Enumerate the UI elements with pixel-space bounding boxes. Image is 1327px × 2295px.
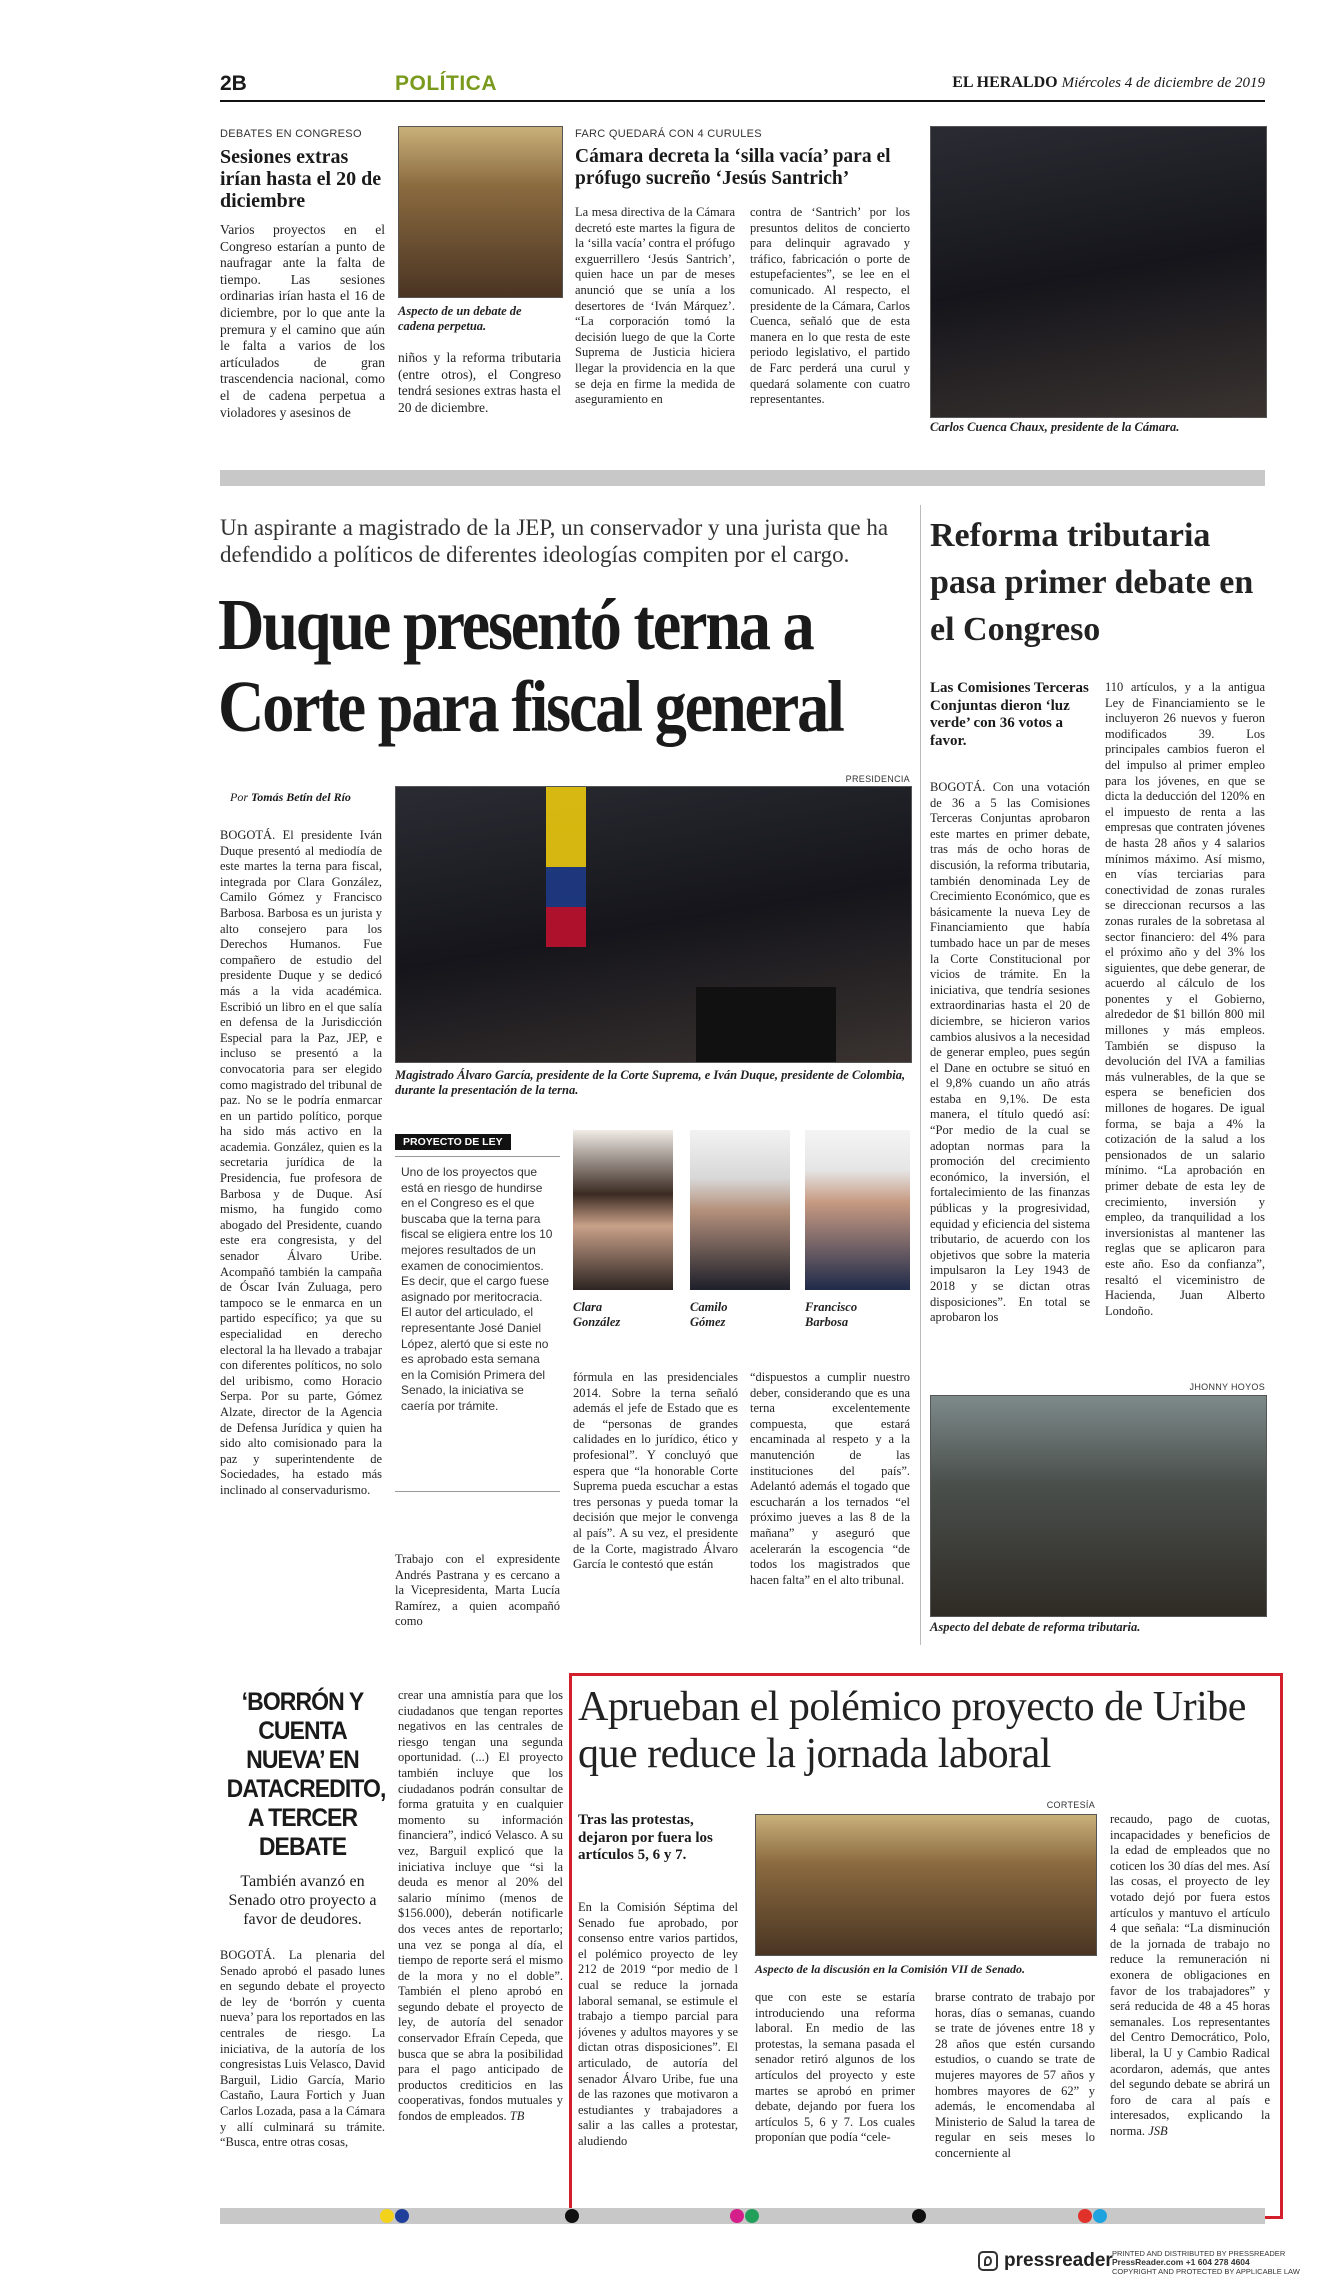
story1-headline[interactable]: Sesiones extras irían hasta el 20 de diciembre	[220, 146, 382, 212]
story3-headline[interactable]	[218, 584, 843, 748]
masthead	[900, 74, 1265, 92]
portrait-caption-camilo	[690, 1300, 780, 1330]
reg-dot-magenta	[730, 2209, 744, 2223]
story5-deck: También avanzó en Senado otro proyecto a favor de deudores.	[228, 1873, 377, 1928]
story5-col2	[398, 1688, 563, 2203]
story3-col4: “dispuestos a cumplir nuestro deber, considerando que es una terna excelentemente compuesta, que estará encaminada al respeto y a la manutención de las instituciones del país”. Adelantó además el togado que escucharán a los ternados “el próximo jueves a las 8 de la mañana” y aseguró que acelerarán la escogencia “de todos los magistrados que hacen falta” en el alto tribunal.	[750, 1370, 910, 1587]
clara-name1: Clara	[573, 1300, 603, 1314]
clara-name2: González	[573, 1315, 621, 1329]
story3-col3: fórmula en las presidenciales 2014. Sobre la terna señaló además el jefe de Estado que es de “personas de grandes calidades en lo jurídico, ético y profesional”. Y concluyó que espera que “la honorable Corte Suprema pueda escuchar a estas tres personas y pueda tomar la decisión que mejor le convenga al país”. A su vez, el presidente de la Corte, magistrado Álvaro García le contestó que están	[573, 1370, 738, 1572]
story2-col1: La mesa directiva de la Cámara decretó este martes la figura de la ‘silla vacía’ contra el prófugo exguerrillero ‘Jesús Santrich’, quien hace un par de meses anunció que se unía a los desertores de ‘Iván Márquez’. “La corporación tomó la decisión luego de que la Corte Suprema de Justicia hiciera llegar la providencia en la que se deja en firme la medida de aseguramiento en	[575, 205, 735, 407]
francisco-name2: Barbosa	[805, 1315, 849, 1329]
story4-deck: Las Comisiones Terceras Conjuntas dieron ‘luz verde’ con 36 votos a favor.	[930, 680, 1089, 749]
story6-deck: Tras las protestas, dejaron por fuera los artículos 5, 6 y 7.	[578, 1812, 713, 1863]
pressreader-brand: pressreader	[1004, 2250, 1113, 2271]
portrait-caption-clara	[573, 1300, 663, 1330]
story3-deck: Un aspirante a magistrado de la JEP, un conservador y una jurista que ha defendido a políticos de diferentes ideologías compiten por el cargo.	[220, 515, 889, 567]
flag	[546, 787, 586, 947]
story6-col2: que con este se estaría introduciendo una reforma laboral. En medio de las protestas, la semana pasada el senador retiró algunos de los artículos del proyecto y este martes se aprobó en primer debate, dejando por fuera los artículos 5, 6 y 7. Los cuales proponían que podía “cele-	[755, 1990, 915, 2145]
reg-dot-blue	[395, 2209, 409, 2223]
proyecto-box	[395, 1130, 560, 1640]
story2-photo-caption: Carlos Cuenca Chaux, presidente de la Cámara.	[930, 420, 1180, 434]
portrait-francisco	[805, 1130, 910, 1290]
story3-photo-caption: Magistrado Álvaro García, presidente de la Corte Suprema, e Iván Duque, presidente de Colombia, durante la presentación de la terna.	[395, 1068, 906, 1097]
story4-col1: BOGOTÁ. Con una votación de 36 a 5 las Comisiones Terceras Conjuntas aprobaron este martes en primer debate, tras más de ocho horas de discusión, la reforma tributaria, también denominada Ley de Crecimiento Económico, que es básicamente la nueva Ley de Financiamiento que había tumbado hace un par de meses la Corte Constitucional por vicios de trámite. En la iniciativa, que tendría sesiones extraordinarias hasta el 20 de diciembre, se hicieron varios cambios alusivos a la necesidad de generar empleo, pues según el Dane en octubre se situó en el 9,8% cuando un año atrás estaba en 9,1%. De esta manera, el título quedó así: “Por medio de la cual se adoptan normas para la promoción del crecimiento económico, la inversión, el fortalecimiento de las finanzas públicas y la progresividad, equidad y eficiencia del sistema tributario, de acuerdo con los objetivos que sobre la materia impulsaron la Ley 1943 de 2018 y se dictan otras disposiciones”. En total se aprobaron los	[930, 780, 1090, 1325]
portrait-clara	[573, 1130, 673, 1290]
newspaper-name: EL HERALDO	[952, 74, 1058, 91]
francisco-name1: Francisco	[805, 1300, 858, 1314]
story4-photo-credit: JHONNY HOYOS	[1189, 1382, 1265, 1392]
section-label[interactable]: POLÍTICA	[395, 72, 497, 95]
story1-photo-caption: Aspecto de un debate de cadena perpetua.	[398, 304, 522, 333]
section-divider-1	[220, 470, 1265, 486]
portrait-camilo	[690, 1130, 790, 1290]
story6-photo-credit: CORTESÍA	[1046, 1800, 1095, 1810]
story5-col2-text: crear una amnistía para que los ciudadanos que tengan reportes negativos en las centrales de riesgo tengan una segunda oportunidad. (...) El proyecto también incluye que los ciudadanos podrán consultar de forma gratuita y en cualquier momento su información financiera”, indicó Velasco. A su vez, Barguil explicó que la iniciativa incluye que “si la deuda es menor al 20% del salario mínimo (menos de $156.000), deberán notificarle dos veces antes de reportarlo; una vez se ponga al día, el tiempo de reporte será el mismo de la mora y no el doble”. También el pleno aprobó en segundo debate el proyecto de ley, de autoría del senador conservador Efraín Cepeda, que busca que se abra la posibilidad para el pago anticipado de productos crediticios en las cooperativas, fondos mutuales y fondos de empleados.	[398, 1688, 563, 2124]
byline-prefix: Por	[230, 790, 248, 804]
camilo-name1: Camilo	[690, 1300, 728, 1314]
story6-signature: JSB	[1148, 2123, 1168, 2138]
story6-photo-caption: Aspecto de la discusión en la Comisión VII de Senado.	[755, 1962, 1026, 1976]
story1-body-cont: niños y la reforma tributaria (entre otros), el Congreso tendrá sesiones extras hasta el 20 de diciembre.	[398, 350, 561, 415]
story5-headline[interactable]: ‘BORRÓN Y CUENTA NUEVA’ EN DATACREDITO, A TERCER DEBATE	[226, 1688, 386, 1861]
story2-col2: contra de ‘Santrich’ por los presuntos delitos de concierto para delinquir agravado y tráfico, fabricación o porte de estupefacientes”, se lee en el comunicado. Al respecto, el presidente de la Cámara, Carlos Cuenca, señaló que de esta manera en lo que resta de este periodo legislativo, el partido de Farc perderá una curul y quedará solamente con cuatro representantes.	[750, 205, 910, 407]
story6-photo	[755, 1814, 1097, 1956]
story4-headline[interactable]: Reforma tributaria pasa primer debate en el Congreso	[930, 517, 1254, 648]
story4-left-rule	[920, 505, 921, 1645]
story3-photo	[395, 786, 912, 1063]
story4-photo	[930, 1395, 1267, 1617]
portrait-caption-francisco	[805, 1300, 905, 1330]
reg-dot-cyan	[1093, 2209, 1107, 2223]
reg-dot-green	[745, 2209, 759, 2223]
story1-kicker: DEBATES EN CONGRESO	[220, 128, 362, 140]
story3-headline-line1: Duque presentó terna a	[218, 584, 813, 665]
story6-headline[interactable]: Aprueban el polémico proyecto de Uribe que reduce la jornada laboral	[578, 1684, 1246, 1777]
story6-col3: brarse contrato de trabajo por horas, días o semanas, cuando se trate de jóvenes entre 18 y 28 años que estén cursando estudios, o cuando se trate de mujeres mayores de 57 años y hombres mayores de 62” y además, le encomendaba al Ministerio de Salud la tarea de regular en seis meses lo concerniente al	[935, 1990, 1095, 2160]
pressreader-line3: COPYRIGHT AND PROTECTED BY APPLICABLE LAW	[1112, 2267, 1300, 2276]
story4-col2: 110 artículos, y a la antigua Ley de Financiamiento se le incluyeron 26 nuevos y fueron modificados 39. Los principales cambios fueron el del impulso al primer empleo para los jóvenes, en que se dicta la deducción del 120% en el impuesto de renta a las empresas que contraten jóvenes de hasta 28 años y 4 salarios mínimos máximo. Así mismo, en vías terciarias para conectividad de zonas rurales se direccionan recursos a las zonas rurales de la sobretasa al sector financiero: del 4% para el próximo año y del 3% los siguientes, que debe generar, de acuerdo al cálculo de los ponentes y el Gobierno, alrededor de $1 billón 800 mil millones y más empleos. También se dispuso la devolución del IVA a familias más vulnerables, de la que se espera se beneficien dos millones de hogares. De igual forma, se baja a 4% la cotización de la salud a los pensionados de un salario mínimo. “La aprobación en primer debate de esta ley de crecimiento, inversión y empleo, da tranquilidad a los inversionistas al mantener las reglas que se aplicaron para este año. Eso da confianza”, resaltó el viceministro de Hacienda, Juan Alberto Londoño.	[1105, 680, 1265, 1318]
camilo-name2: Gómez	[690, 1315, 726, 1329]
reg-dot-yellow	[380, 2209, 394, 2223]
pressreader-line1: PRINTED AND DISTRIBUTED BY PRESSREADER	[1112, 2249, 1286, 2258]
story3-byline	[230, 790, 351, 805]
reg-dot-black-1	[565, 2209, 579, 2223]
proyecto-box-after: Trabajo con el expresidente Andrés Pastrana y es cercano a la Vicepresidenta, Marta Lucía Ramírez, a quien acompañó como	[395, 1552, 560, 1629]
podium	[696, 987, 836, 1062]
story6-col1: En la Comisión Séptima del Senado fue aprobado, por consenso entre varios partidos, el polémico proyecto de ley 212 de 2019 “por medio de l cual se reduce la jornada laboral semanal, se estimule el trabajo a tiempo parcial para jóvenes y adultos mayores y se dictan otras disposiciones”. El articulado, de autoría del senador Álvaro Uribe, fue una de las razones que motivaron a estudiantes y trabajadores a salir a las calles a protestar, aludiendo	[578, 1900, 738, 2148]
story5-signature: TB	[509, 2109, 525, 2124]
clara-photo	[573, 1130, 673, 1290]
story3-col1: BOGOTÁ. El presidente Iván Duque presentó al mediodía de este martes la terna para fiscal, integrada por Clara González, Camilo Gómez y Francisco Barbosa. Barbosa es un jurista y alto consejero para los Derechos Humanos. Fue compañero de estudio del presidente Duque y se dedicó más a la vida académica. Escribió un libro en el que salía en defensa de la Jurisdicción Especial para la Paz, JEP, e incluso se presentó a la convocatoria para ser elegido como magistrado del tribunal de paz. No se le podría enmarcar en un partido político, porque ha sido más activo en la academia. González, quien es la secretaria jurídica de la Presidencia, fue profesora de Barbosa y de Duque. Así mismo, ha fungido como abogado del Presidente, cuando este era congresista, y del senador Álvaro Uribe. Acompañó también la campaña de Óscar Iván Zuluaga, pero tampoco se le enmarca en un partido específico; ya que su especialidad en derecho electoral la ha llevado a trabajar con diferentes políticos, no solo del uribismo, como Horacio Serpa. Por su parte, Gómez Alzate, director de la Agencia de Defensa Jurídica y quien ha sido alto comisionado para la paz y superintendente de Sociedades, ha estado más inclinado al conservadurismo.	[220, 828, 382, 1497]
story4-photo-caption: Aspecto del debate de reforma tributaria.	[930, 1620, 1141, 1634]
header-rule	[220, 100, 1265, 102]
byline-author: Tomás Betín del Río	[251, 790, 351, 804]
story1-photo	[398, 126, 563, 298]
story1-body: Varios proyectos en el Congreso estarían a punto de naufragar ante la falta de tiempo. Las sesiones ordinarias irían hasta el 16 de diciembre, por lo que ante la premura y el camino que aún le falta a varios de los artículados de gran trascendencia nacional, como el de cadena perpetua a violadores y asesinos de	[220, 222, 385, 420]
reg-dot-red	[1078, 2209, 1092, 2223]
story3-headline-line2: Corte para fiscal general	[218, 666, 843, 747]
story5-col1: BOGOTÁ. La plenaria del Senado aprobó el pasado lunes en segundo debate el proyecto de ley de ‘borrón y cuenta nueva’ para los reportados en las centrales de riesgo. La iniciativa, de la autoría de los congresistas Luis Velasco, David Barguil, Lidio García, Mario Castaño, Laura Fortich y Juan Carlos Lozada, pasa a la Cámara y allí culminará su trámite. “Busca, entre otras cosas,	[220, 1948, 385, 2150]
pressreader-icon	[978, 2251, 998, 2271]
story2-kicker: FARC QUEDARÁ CON 4 CURULES	[575, 128, 762, 140]
story3-photo-credit: PRESIDENCIA	[845, 774, 910, 784]
page-number: 2B	[220, 72, 247, 95]
proyecto-box-label: PROYECTO DE LEY	[395, 1134, 511, 1150]
pressreader-line2: PressReader.com +1 604 278 4604	[1112, 2257, 1250, 2267]
reg-dot-black-2	[912, 2209, 926, 2223]
story2-photo	[930, 126, 1267, 418]
proyecto-box-text: Uno de los proyectos que está en riesgo de hundirse en el Congreso es el que buscaba que la terna para fiscal se eligiera entre los 10 mejores resultados de un examen de conocimientos. Es decir, que el cargo fuese asignado por meritocracia. El autor del articulado, el representante José Daniel López, alertó que si este no es aprobado esta semana en la Comisión Primera del Senado, la iniciativa se caería por trámite.	[395, 1156, 560, 1492]
story6-col4	[1110, 1812, 1270, 2205]
pressreader-info	[1112, 2249, 1300, 2276]
story2-headline[interactable]: Cámara decreta la ‘silla vacía’ para el prófugo sucreño ‘Jesús Santrich’	[575, 146, 891, 189]
issue-date: Miércoles 4 de diciembre de 2019	[1061, 75, 1265, 91]
pressreader-logo[interactable]	[978, 2250, 1113, 2272]
story6-col4-text: recaudo, pago de cuotas, incapacidades y beneficios de la edad de empleados que no coticen los 30 días del mes. Así las cosas, el proyecto de ley votado dejó por fuera estos artículos y mantuvo el artículo 4 que señala: “La disminución de la jornada de trabajo no reduce la remuneración ni exonera de obligaciones en favor de los trabajadores” y será reducida de 48 a 45 horas semanales. Los representantes del Centro Democrático, Polo, liberal, la U y Cambio Radical acordaron, además, que antes del segundo debate se abrirá un foro de cara al país e interesados, explicando la norma.	[1110, 1812, 1270, 2138]
